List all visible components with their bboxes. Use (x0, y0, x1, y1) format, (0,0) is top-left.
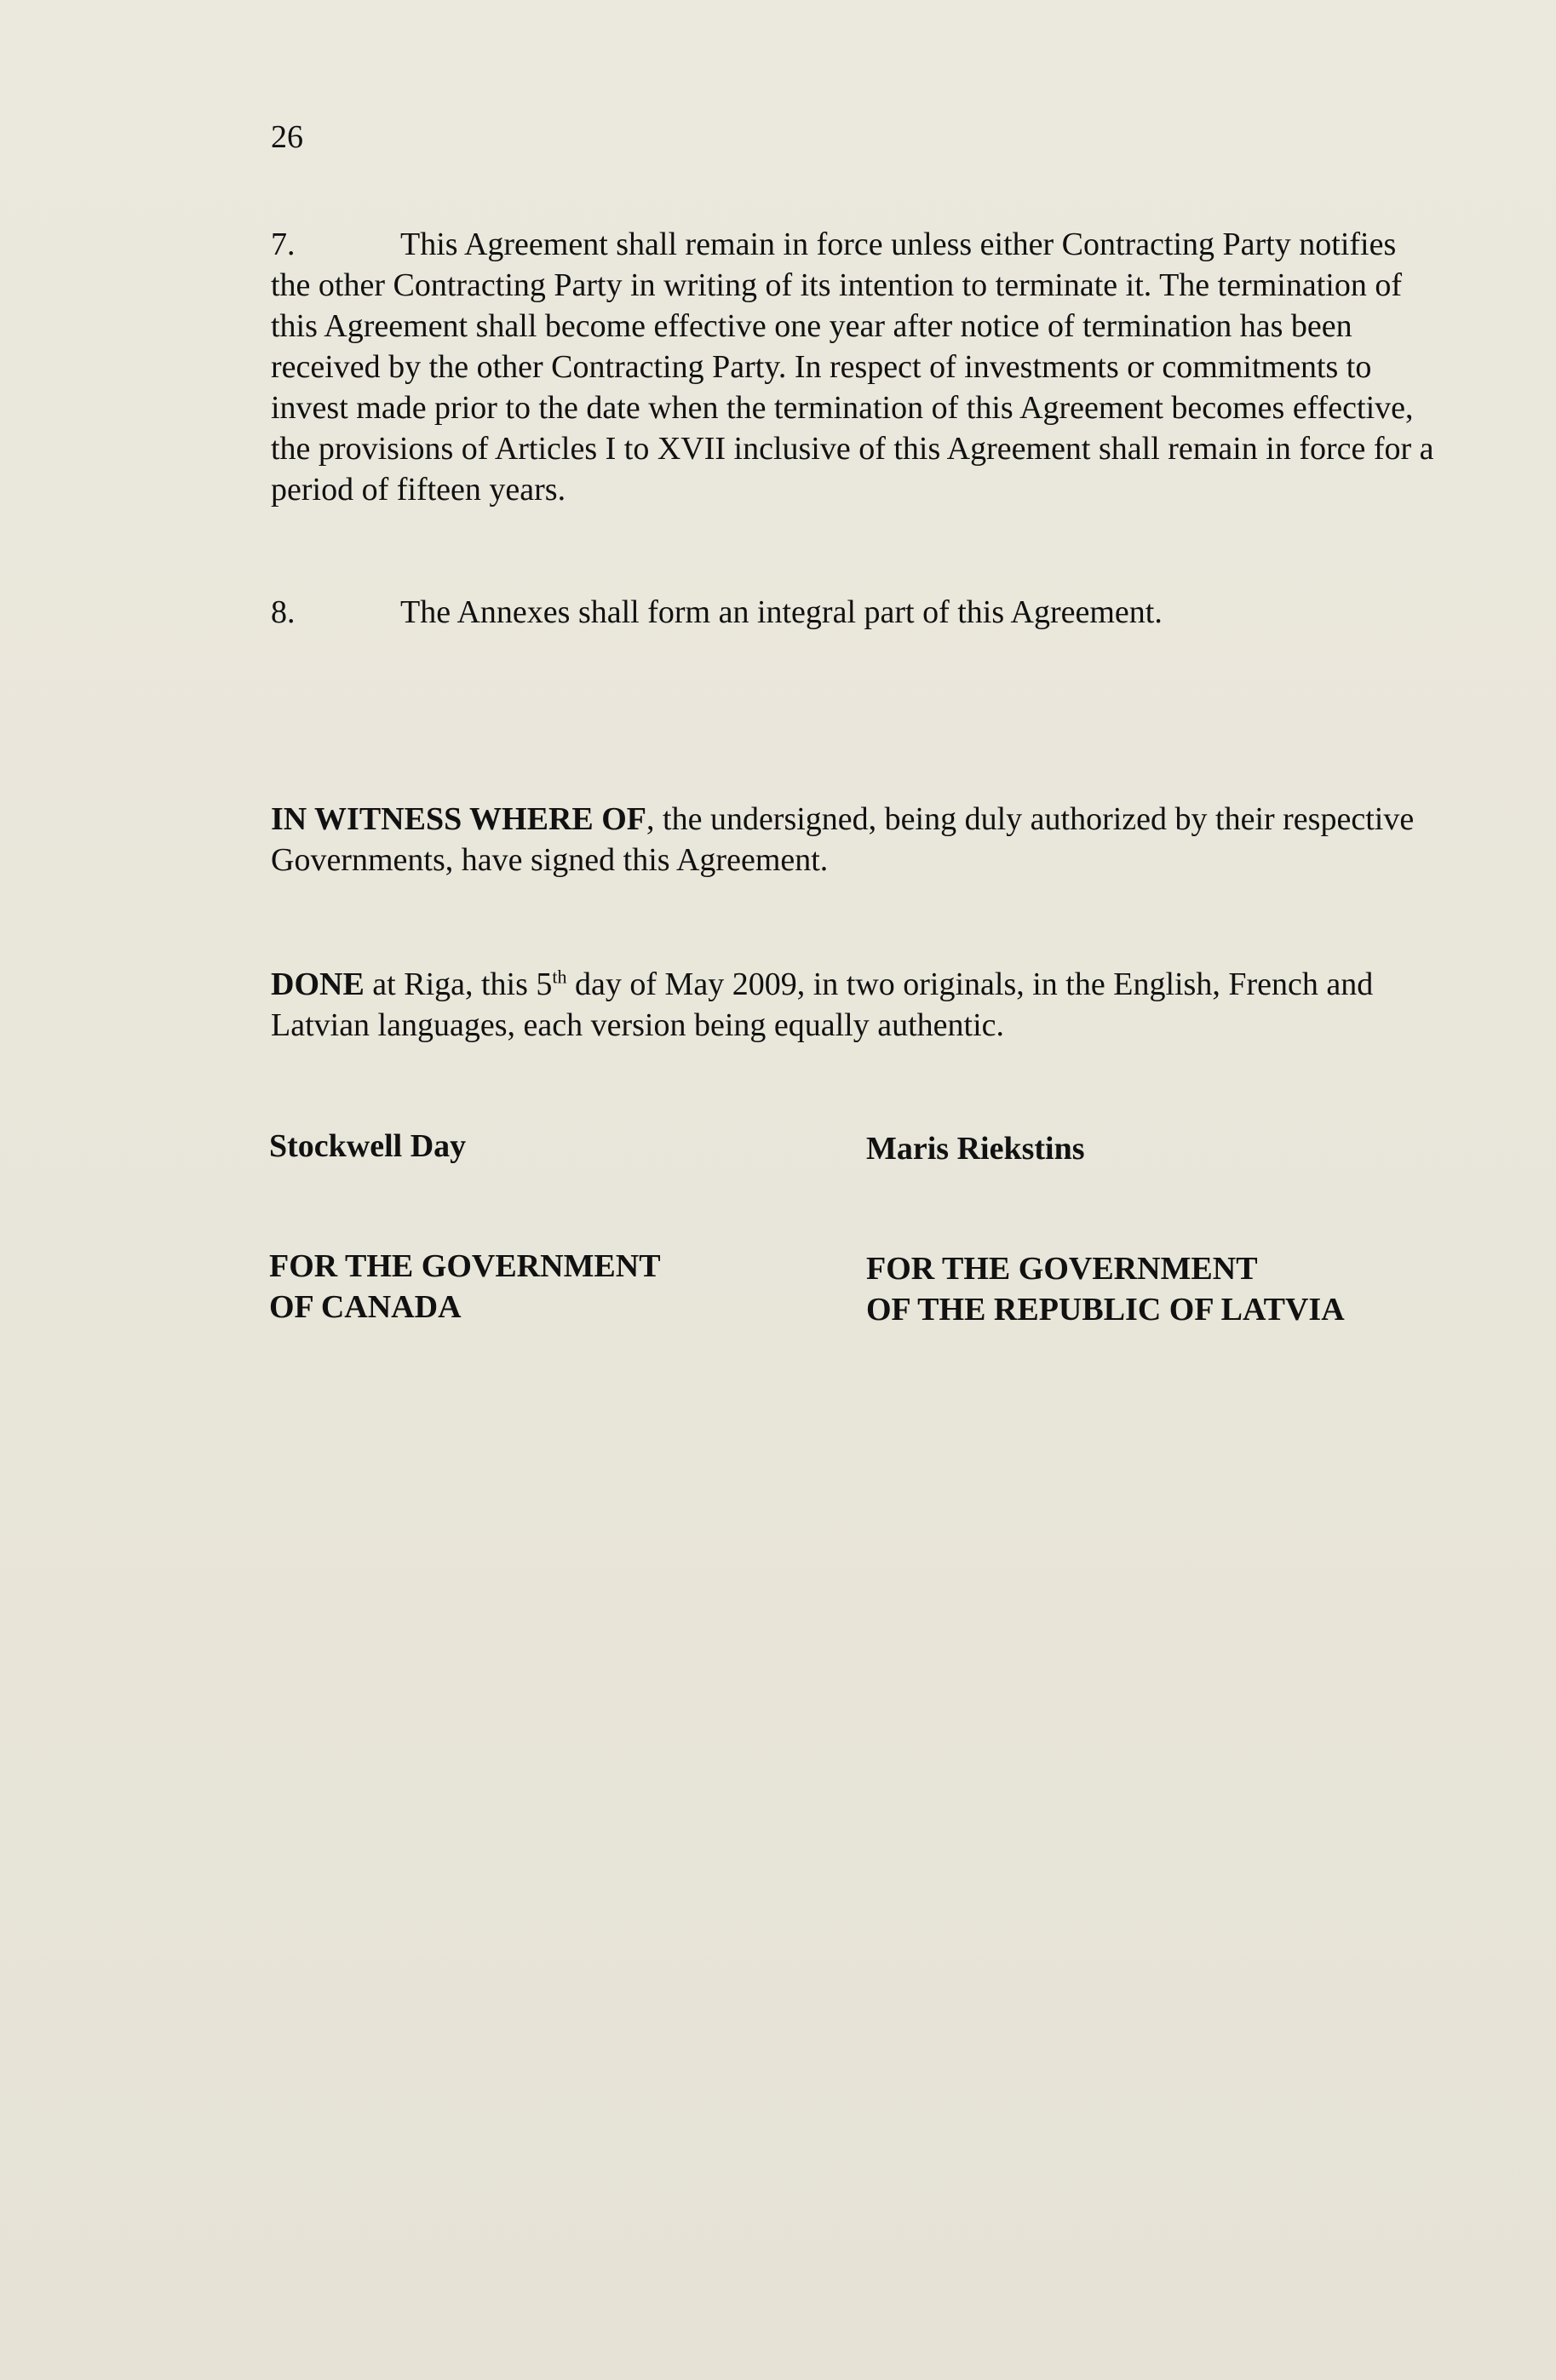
witness-lead: IN WITNESS WHERE OF (271, 801, 647, 837)
paragraph-8-text: The Annexes shall form an integral part of this Agreement. (400, 594, 1163, 630)
paragraph-8-number: 8. (271, 594, 296, 630)
signatory-latvia-government (866, 1248, 1345, 1330)
canada-government-line-2: OF CANADA (269, 1289, 462, 1325)
paragraph-7-number: 7. (271, 227, 296, 262)
latvia-government-line-2: OF THE REPUBLIC OF LATVIA (866, 1292, 1345, 1328)
canada-government-line-1: FOR THE GOVERNMENT (269, 1248, 661, 1284)
page-number: 26 (271, 119, 303, 155)
paragraph-7 (271, 224, 1438, 510)
witness-text: , the undersigned, being duly authorized by their respective Governments, have signed this Agreement. (271, 801, 1415, 878)
done-text-after: day of May 2009, in two originals, in the English, French and Latvian languages, each version being equally authentic. (271, 966, 1374, 1043)
signatory-canada-name: Stockwell Day (269, 1128, 467, 1164)
witness-clause (271, 799, 1438, 880)
paragraph-7-text: This Agreement shall remain in force unless either Contracting Party notifies the other Contracting Party in writing of its intention to terminate it. The termination of this Agreement shall become effective one year after notice of termination has been received by the other Contracting Party. In respect of investments or commitments to invest made prior to the date when the termination of this Agreement becomes effective, the provisions of Articles I to XVII inclusive of this Agreement shall remain in force for a period of fifteen years. (271, 227, 1434, 508)
done-superscript: th (552, 966, 567, 988)
done-clause (271, 964, 1438, 1046)
latvia-government-line-1: FOR THE GOVERNMENT (866, 1251, 1258, 1287)
signatory-canada-government (269, 1246, 661, 1328)
done-text-before: at Riga, this 5 (364, 966, 553, 1002)
signatory-latvia-name: Maris Riekstins (866, 1131, 1085, 1167)
done-lead: DONE (271, 966, 365, 1002)
paragraph-8 (271, 592, 1438, 633)
